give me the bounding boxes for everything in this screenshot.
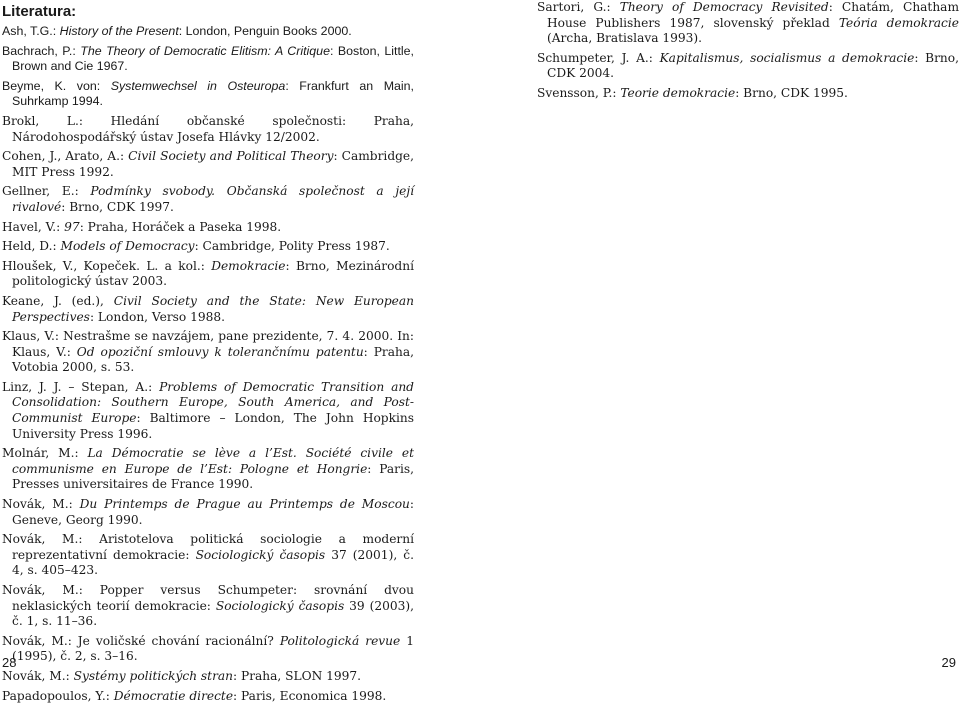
reference-entry bbox=[2, 259, 414, 290]
reference-title: La Démocratie se lève a l’Est. Société civile et communisme en Europe de l’Est: Pologne et Hongrie bbox=[12, 446, 414, 476]
reference-entry bbox=[2, 634, 414, 665]
page-number-left: 28 bbox=[2, 655, 17, 670]
reference-text: Papadopoulos, Y.: bbox=[2, 688, 114, 703]
reference-text: : Brno, CDK 1995. bbox=[735, 85, 848, 100]
reference-title: Civil Society and the State: New European Perspectives bbox=[12, 293, 414, 324]
reference-text: 39 (2003), č. 1, s. 11–36. bbox=[12, 598, 415, 629]
reference-title: Kapitalismus, socialismus a demokracie bbox=[659, 50, 915, 65]
reference-title: History of the Present bbox=[59, 24, 179, 38]
reference-text: Novák, M.: Je voličské chování racionální? bbox=[2, 633, 280, 648]
reference-list-left bbox=[2, 24, 414, 704]
reference-text: : Paris, Presses universitaires de France 1990. bbox=[12, 461, 414, 492]
reference-text: Schumpeter, J. A.: bbox=[537, 50, 660, 65]
reference-text: Sartori, G.: bbox=[537, 0, 620, 14]
reference-text: : Cambridge, MIT Press 1992. bbox=[12, 149, 415, 179]
reference-title: Systémy politických stran bbox=[73, 668, 234, 683]
reference-title: Du Printemps de Prague au Printemps de Moscou bbox=[79, 497, 410, 512]
reference-text: : Brno, CDK 2004. bbox=[547, 50, 959, 81]
reference-entry bbox=[2, 114, 414, 145]
reference-text: 37 (2001), č. 4, s. 405–423. bbox=[12, 547, 414, 578]
reference-entry bbox=[2, 184, 414, 215]
reference-text: : Chatám, Chatham House Publishers 1987, slovenský překlad bbox=[547, 0, 959, 30]
reference-text: Novák, M.: bbox=[2, 668, 74, 683]
reference-title: Sociologický časopis bbox=[215, 598, 345, 613]
reference-title: Démocratie directe bbox=[113, 688, 234, 703]
reference-text: : Praha, Horáček a Paseka 1998. bbox=[79, 219, 282, 234]
reference-title: Od opoziční smlouvy k tolerančnímu patentu bbox=[76, 344, 364, 359]
right-column bbox=[537, 0, 959, 106]
reference-title: Sociologický časopis bbox=[195, 547, 326, 562]
reference-entry bbox=[2, 689, 414, 705]
reference-title: Teória demokracie bbox=[838, 15, 959, 30]
reference-list-right bbox=[537, 0, 959, 102]
reference-text: (Archa, Bratislava 1993). bbox=[547, 31, 703, 46]
reference-entry bbox=[537, 86, 959, 102]
reference-entry bbox=[2, 497, 414, 528]
reference-text: Novák, M.: bbox=[2, 497, 80, 512]
left-column bbox=[2, 0, 414, 708]
reference-text: Novák, M.: Popper versus Schumpeter: srovnání dvou neklasických teorií demokracie: bbox=[2, 583, 414, 613]
reference-text: 1 (1995), č. 2, s. 3–16. bbox=[12, 633, 414, 664]
reference-title: 97 bbox=[64, 219, 80, 234]
reference-entry bbox=[2, 294, 414, 325]
reference-text: Novák, M.: Aristotelova politická sociologie a moderní reprezentativní demokracie: bbox=[2, 532, 414, 562]
reference-text: : Brno, Mezinárodní politologický ústav 2003. bbox=[12, 258, 414, 289]
reference-entry bbox=[2, 380, 414, 442]
reference-entry bbox=[2, 239, 414, 255]
reference-text: Beyme, K. von: bbox=[2, 78, 111, 93]
reference-title: Civil Society and Political Theory bbox=[128, 149, 334, 164]
reference-entry bbox=[2, 44, 414, 75]
reference-text: Brokl, L.: Hledání občanské společnosti: Praha, Národohospodářský ústav Josefa Hlávky 12/2002. bbox=[2, 113, 414, 144]
reference-title: The Theory of Democratic Elitism: A Critique bbox=[80, 43, 330, 58]
reference-entry bbox=[2, 329, 414, 376]
reference-text: : Boston, Little, Brown and Cie 1967. bbox=[12, 43, 414, 74]
reference-title: Systemwechsel in Osteuropa bbox=[110, 78, 286, 93]
reference-entry bbox=[2, 446, 414, 493]
reference-text: Bachrach, P.: bbox=[2, 43, 81, 58]
reference-text: Svensson, P.: bbox=[537, 85, 621, 100]
reference-title: Podmínky svobody. Občanská společnost a její rivalové bbox=[12, 184, 415, 214]
reference-text: Molnár, M.: bbox=[2, 446, 88, 461]
reference-text: Klaus, V.: Nestrašme se navzájem, pane prezidente, 7. 4. 2000. In: Klaus, V.: bbox=[2, 329, 414, 359]
reference-text: : London, Verso 1988. bbox=[89, 309, 226, 324]
reference-text: : Geneve, Georg 1990. bbox=[12, 497, 414, 527]
reference-text: Hloušek, V., Kopeček. L. a kol.: bbox=[2, 258, 212, 273]
reference-title: Demokracie bbox=[211, 258, 286, 273]
reference-text: : Frankfurt an Main, Suhrkamp 1994. bbox=[12, 78, 414, 109]
reference-text: Gellner, E.: bbox=[2, 184, 91, 199]
reference-entry bbox=[537, 51, 959, 82]
reference-entry bbox=[2, 220, 414, 236]
reference-text: : Praha, Votobia 2000, s. 53. bbox=[12, 344, 414, 375]
reference-title: Models of Democracy bbox=[60, 239, 195, 254]
page-number-right: 29 bbox=[941, 655, 956, 670]
reference-entry bbox=[2, 532, 414, 579]
reference-text: Keane, J. (ed.), bbox=[2, 293, 114, 308]
reference-text: Cohen, J., Arato, A.: bbox=[2, 149, 129, 164]
reference-text: : Baltimore – London, The John Hopkins University Press 1996. bbox=[12, 411, 415, 441]
reference-title: Teorie demokracie bbox=[620, 85, 736, 100]
reference-entry bbox=[537, 0, 959, 47]
reference-title: Politologická revue bbox=[279, 633, 401, 648]
reference-entry bbox=[2, 583, 414, 630]
reference-text: Held, D.: bbox=[2, 239, 61, 254]
reference-text: : London, Penguin Books 2000. bbox=[178, 24, 352, 38]
reference-text: Linz, J. J. – Stepan, A.: bbox=[2, 379, 160, 394]
reference-title: Problems of Democratic Transition and Consolidation: Southern Europe, South America, and Post-Communist Europe bbox=[12, 379, 414, 426]
references-heading: Literatura: bbox=[2, 3, 77, 20]
reference-text: : Praha, SLON 1997. bbox=[233, 668, 362, 683]
reference-text: : Brno, CDK 1997. bbox=[61, 199, 174, 214]
reference-entry bbox=[2, 149, 414, 180]
reference-text: : Paris, Economica 1998. bbox=[233, 688, 387, 703]
reference-title: Theory of Democracy Revisited bbox=[619, 0, 829, 14]
reference-text: : Cambridge, Polity Press 1987. bbox=[194, 239, 390, 254]
reference-entry bbox=[2, 79, 414, 110]
reference-entry bbox=[2, 24, 414, 40]
reference-text: Ash, T.G.: bbox=[2, 24, 60, 38]
reference-entry bbox=[2, 669, 414, 685]
reference-text: Havel, V.: bbox=[2, 219, 65, 234]
